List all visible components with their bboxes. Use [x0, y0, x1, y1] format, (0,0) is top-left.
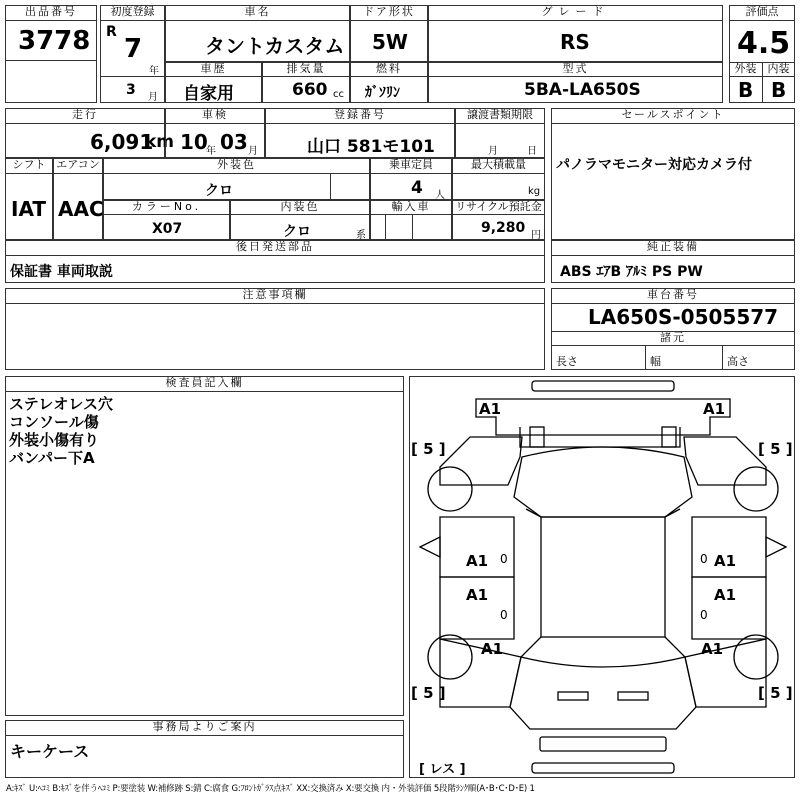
- model: 5BA-LA650S: [524, 80, 641, 100]
- length-label: 長さ: [556, 355, 578, 368]
- inspection-month: 03: [220, 130, 248, 154]
- color-no-label: カラーNo.: [131, 200, 202, 213]
- first-registration-month: 3: [126, 82, 136, 98]
- interior-color: クロ: [283, 224, 311, 240]
- displacement-label: 排気量: [286, 62, 326, 75]
- capacity-label: 乗車定員: [389, 158, 433, 171]
- grade: RS: [560, 30, 590, 54]
- chassis-number: LA650S-0505577: [588, 305, 779, 329]
- zero-mark: 0: [700, 608, 708, 622]
- lot-number-label: 出品番号: [25, 5, 77, 18]
- mileage-label: 走行: [72, 108, 98, 121]
- damage-mark: A1: [481, 640, 504, 658]
- car-name: タントカスタム: [205, 34, 345, 58]
- zero-mark: 0: [700, 552, 708, 566]
- score: 4.5: [737, 26, 791, 61]
- recycle-label: リサイクル預託金: [455, 200, 542, 213]
- month-unit: 月: [148, 92, 158, 103]
- inspection-year-unit: 年: [206, 146, 216, 157]
- max-load-unit: kg: [528, 186, 541, 197]
- sales-point: パノラマモニター対応カメラ付: [556, 157, 752, 173]
- year-unit: 年: [149, 66, 159, 77]
- inspection-label: 車検: [202, 108, 228, 121]
- import-label: 輸入車: [391, 200, 431, 213]
- car-outline-diagram: [410, 377, 796, 779]
- inspection-year: 10: [180, 130, 208, 154]
- chassis-label: 車台番号: [647, 288, 699, 301]
- damage-mark: A1: [703, 400, 726, 418]
- door-label: ドア形状: [363, 5, 415, 18]
- capacity: 4: [411, 178, 423, 198]
- exterior-grade: B: [738, 78, 754, 102]
- first-registration-year: 7: [124, 34, 143, 64]
- exterior-color: クロ: [205, 183, 233, 199]
- ac-label: エアコン: [56, 158, 100, 171]
- damage-diagram: [409, 376, 795, 778]
- damage-mark: A1: [701, 640, 724, 658]
- displacement-unit: cc: [333, 89, 344, 100]
- recycle-unit: 円: [531, 230, 541, 241]
- damage-mark: A1: [714, 586, 737, 604]
- car-name-label: 車名: [244, 5, 271, 18]
- later-parts: 保証書 車両取説: [10, 264, 113, 280]
- width-label: 幅: [650, 355, 661, 368]
- tire-left-rear: [ 5 ]: [411, 684, 446, 702]
- plate-label: 登録番号: [334, 108, 386, 121]
- color-no: X07: [152, 221, 183, 237]
- damage-mark: A1: [466, 552, 489, 570]
- capacity-unit: 人: [435, 190, 445, 201]
- later-parts-label: 後日発送部品: [236, 240, 314, 253]
- genuine-equipment-label: 純正装備: [647, 240, 699, 253]
- caution-label: 注意事項欄: [242, 288, 308, 301]
- inspection-month-unit: 月: [248, 146, 258, 157]
- first-registration-label: 初度登録: [110, 5, 155, 18]
- interior-label: 内装: [767, 62, 790, 75]
- interior-grade: B: [771, 78, 787, 102]
- grade-label: グレード: [541, 5, 610, 18]
- damage-mark: A1: [479, 400, 502, 418]
- exterior-label: 外装: [734, 62, 757, 75]
- history: 自家用: [183, 84, 234, 104]
- sales-point-label: セールスポイント: [621, 108, 725, 121]
- shift-label: シフト: [12, 158, 46, 171]
- office-notice: キーケース: [10, 742, 90, 761]
- transfer-month-unit: 月: [488, 146, 498, 157]
- zero-mark: 0: [500, 608, 508, 622]
- inspector-note: コンソール傷: [9, 413, 99, 431]
- mileage: 6,091: [90, 130, 154, 154]
- plate-number: 山口 581モ101: [307, 137, 435, 157]
- zero-mark: 0: [500, 552, 508, 566]
- recycle-amount: 9,280: [481, 220, 526, 236]
- transfer-day-unit: 日: [527, 146, 537, 157]
- spare-tire: [ レス ]: [419, 762, 466, 777]
- lot-number: 3778: [18, 26, 91, 56]
- interior-color-unit: 系: [356, 230, 366, 241]
- legend-text: A:ｷｽﾞ U:ﾍｺﾐ B:ｷｽﾞを伴うﾍｺﾐ P:要塗装 W:補修跡 S:錆 C:腐食 G:ﾌﾛﾝﾄｶﾞﾗｽ点ｷｽﾞ XX:交換済み X:要交換 内・外装評価 5段階ﾗﾝｸ順(A･B･C･D･E) 1: [6, 784, 535, 794]
- sales-point-box: [551, 108, 795, 240]
- interior-color-label: 内装色: [280, 200, 320, 213]
- fuel-label: 燃料: [376, 62, 402, 75]
- exterior-color-label: 外装色: [217, 158, 256, 171]
- specs-label: 諸元: [660, 331, 686, 344]
- history-label: 車歴: [200, 62, 227, 75]
- era-letter: R: [106, 24, 117, 40]
- genuine-equipment: ABS ｴｱB ｱﾙﾐ PS PW: [560, 264, 703, 280]
- shift: IAT: [11, 197, 47, 221]
- damage-mark: A1: [466, 586, 489, 604]
- displacement: 660: [292, 80, 328, 100]
- max-load-label: 最大積載量: [471, 158, 526, 171]
- tire-right-front: [ 5 ]: [758, 440, 793, 458]
- height-label: 高さ: [727, 355, 749, 368]
- door-type: 5W: [372, 30, 408, 54]
- damage-mark: A1: [714, 552, 737, 570]
- office-label: 事務局よりご案内: [152, 720, 257, 733]
- tire-left-front: [ 5 ]: [411, 440, 446, 458]
- inspector-label: 検査員記入欄: [165, 376, 244, 389]
- transfer-doc-label: 譲渡書類期限: [467, 108, 533, 121]
- inspector-note: バンパー下A: [9, 449, 95, 467]
- tire-right-rear: [ 5 ]: [758, 684, 793, 702]
- inspector-note: 外装小傷有り: [9, 431, 100, 449]
- model-label: 型式: [562, 62, 589, 75]
- fuel: ｶﾞｿﾘﾝ: [365, 85, 400, 101]
- mileage-unit: km: [145, 132, 175, 152]
- inspector-note: ステレオレス穴: [9, 395, 113, 413]
- ac: AAC: [58, 197, 104, 221]
- score-label: 評価点: [745, 5, 779, 18]
